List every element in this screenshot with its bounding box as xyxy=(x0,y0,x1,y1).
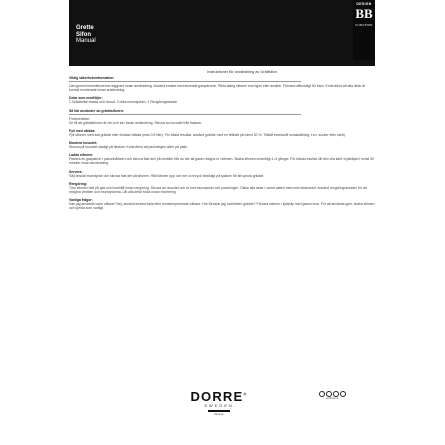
intro-heading: Instruktioner för användning av Grättsifon xyxy=(207,70,277,74)
section-heading: Så här använder du gräddsifonen: xyxy=(69,108,125,113)
section-safety xyxy=(69,76,375,92)
product-brand: Grette xyxy=(76,25,94,31)
section-subheading: Förberedelse: xyxy=(69,116,90,121)
cert-circle-icon xyxy=(333,391,339,397)
section-text: 1 Gräddsifon flaska och huvud, 3 olika munstycken, 1 Rengöringsborste. xyxy=(69,100,178,105)
certification-marks xyxy=(312,391,352,400)
design-function-logo: DESIGN BB FUNCTION xyxy=(353,0,375,60)
brand-website: dorre.se xyxy=(214,413,224,416)
brand-name: DORRE xyxy=(190,389,244,404)
section-text: Välj önskat munstycke och skruva fast det på sifonen. Håll sifonen upp och ner och tryck försiktigt på spaken för att spruta grädde. xyxy=(69,173,265,178)
cert-caption: certifications xyxy=(325,398,339,400)
divider xyxy=(69,81,301,82)
section-text: Placera en gaspatron i patronhållaren och skruva fast den på ventilen tills du hör att gasen släpps in i sifonen. Skaka sifonen ordentligt 4–5 gånger. För bästa resultat, låt den vila kallt i kylskåpet i minst 30 minuter innan användning. xyxy=(69,157,374,166)
section-text: Skruva på huvudet stadigt på flaskan. Kontrollera att packningen sitter på plats. xyxy=(69,145,188,150)
cert-circle-icon xyxy=(326,391,332,397)
section-heading: Rengöring: xyxy=(69,181,88,186)
cert-circle-icon xyxy=(340,391,346,397)
section-text: Se till att gräddsifonen är ren och torr innan användning. Skruva av huvudet från flaskan. xyxy=(69,120,202,125)
product-doc-type: Manual xyxy=(76,38,96,44)
cert-circle-icon xyxy=(319,391,325,397)
section-heading: Fyll med vätska: xyxy=(69,128,96,133)
section-charge xyxy=(69,153,375,165)
section-text: Kan jag använda varm vätska? Nej, använd endast kalla eller rumstempererade vätskor. Hur förvarar jag överbliven grädde? Förvara sifonen i kylskåp med gasen kvar. För att använda igen, skaka sifonen och spruta som vanligt. xyxy=(69,202,375,211)
section-usage xyxy=(69,109,375,125)
section-heading: Vanliga frågor: xyxy=(69,197,93,202)
section-cleaning xyxy=(69,182,375,194)
header-title xyxy=(76,25,96,45)
section-text: Läs igenom instruktionerna noggrant innan användning. Använd endast med avsedda gaspatroner. Rikta aldrig sifonen mot ögon eller ansikte. Förvara oåtkomligt för barn. Kontrollera att alla delar är korrekt monterade innan användning. xyxy=(69,84,366,93)
section-mount xyxy=(69,141,375,149)
dorre-logo xyxy=(174,389,264,416)
section-fill xyxy=(69,129,375,137)
section-faq xyxy=(69,198,375,210)
section-heading: Montera huvudet: xyxy=(69,141,98,146)
divider xyxy=(69,114,301,115)
section-text: Fyll sifonen med kall grädde eller önskad vätska (max 0,5 liter). För bästa resultat, använd grädde med en fetthalt på minst 30 %. Tillsätt eventuellt smaksättning, t.ex. socker eller vanilj. xyxy=(69,132,346,137)
registered-mark: ® xyxy=(243,391,248,397)
header-band xyxy=(69,0,375,66)
instructions-body xyxy=(69,70,375,214)
section-heading: Delar som medföljer: xyxy=(69,96,103,101)
section-serve xyxy=(69,170,375,178)
brand-underline xyxy=(208,410,230,412)
brand-country: SWEDEN xyxy=(204,403,234,408)
section-heading: Servera: xyxy=(69,169,83,174)
section-parts xyxy=(69,96,375,104)
product-name: Sifon xyxy=(76,31,91,38)
section-text: Töm sifonen helt på gas och innehåll innan rengöring. Skruva av huvudet och ta bort munstycket och packningen. Diska alla delar i varmt vatten med mild diskmedel. Använd rengöringsborsten för att rengöra ventilen och munstyckena. Låt alla delar torka innan montering. xyxy=(69,185,367,194)
section-heading: Viktig säkerhetsinformation xyxy=(69,76,114,81)
section-heading: Ladda sifonen: xyxy=(69,153,94,158)
